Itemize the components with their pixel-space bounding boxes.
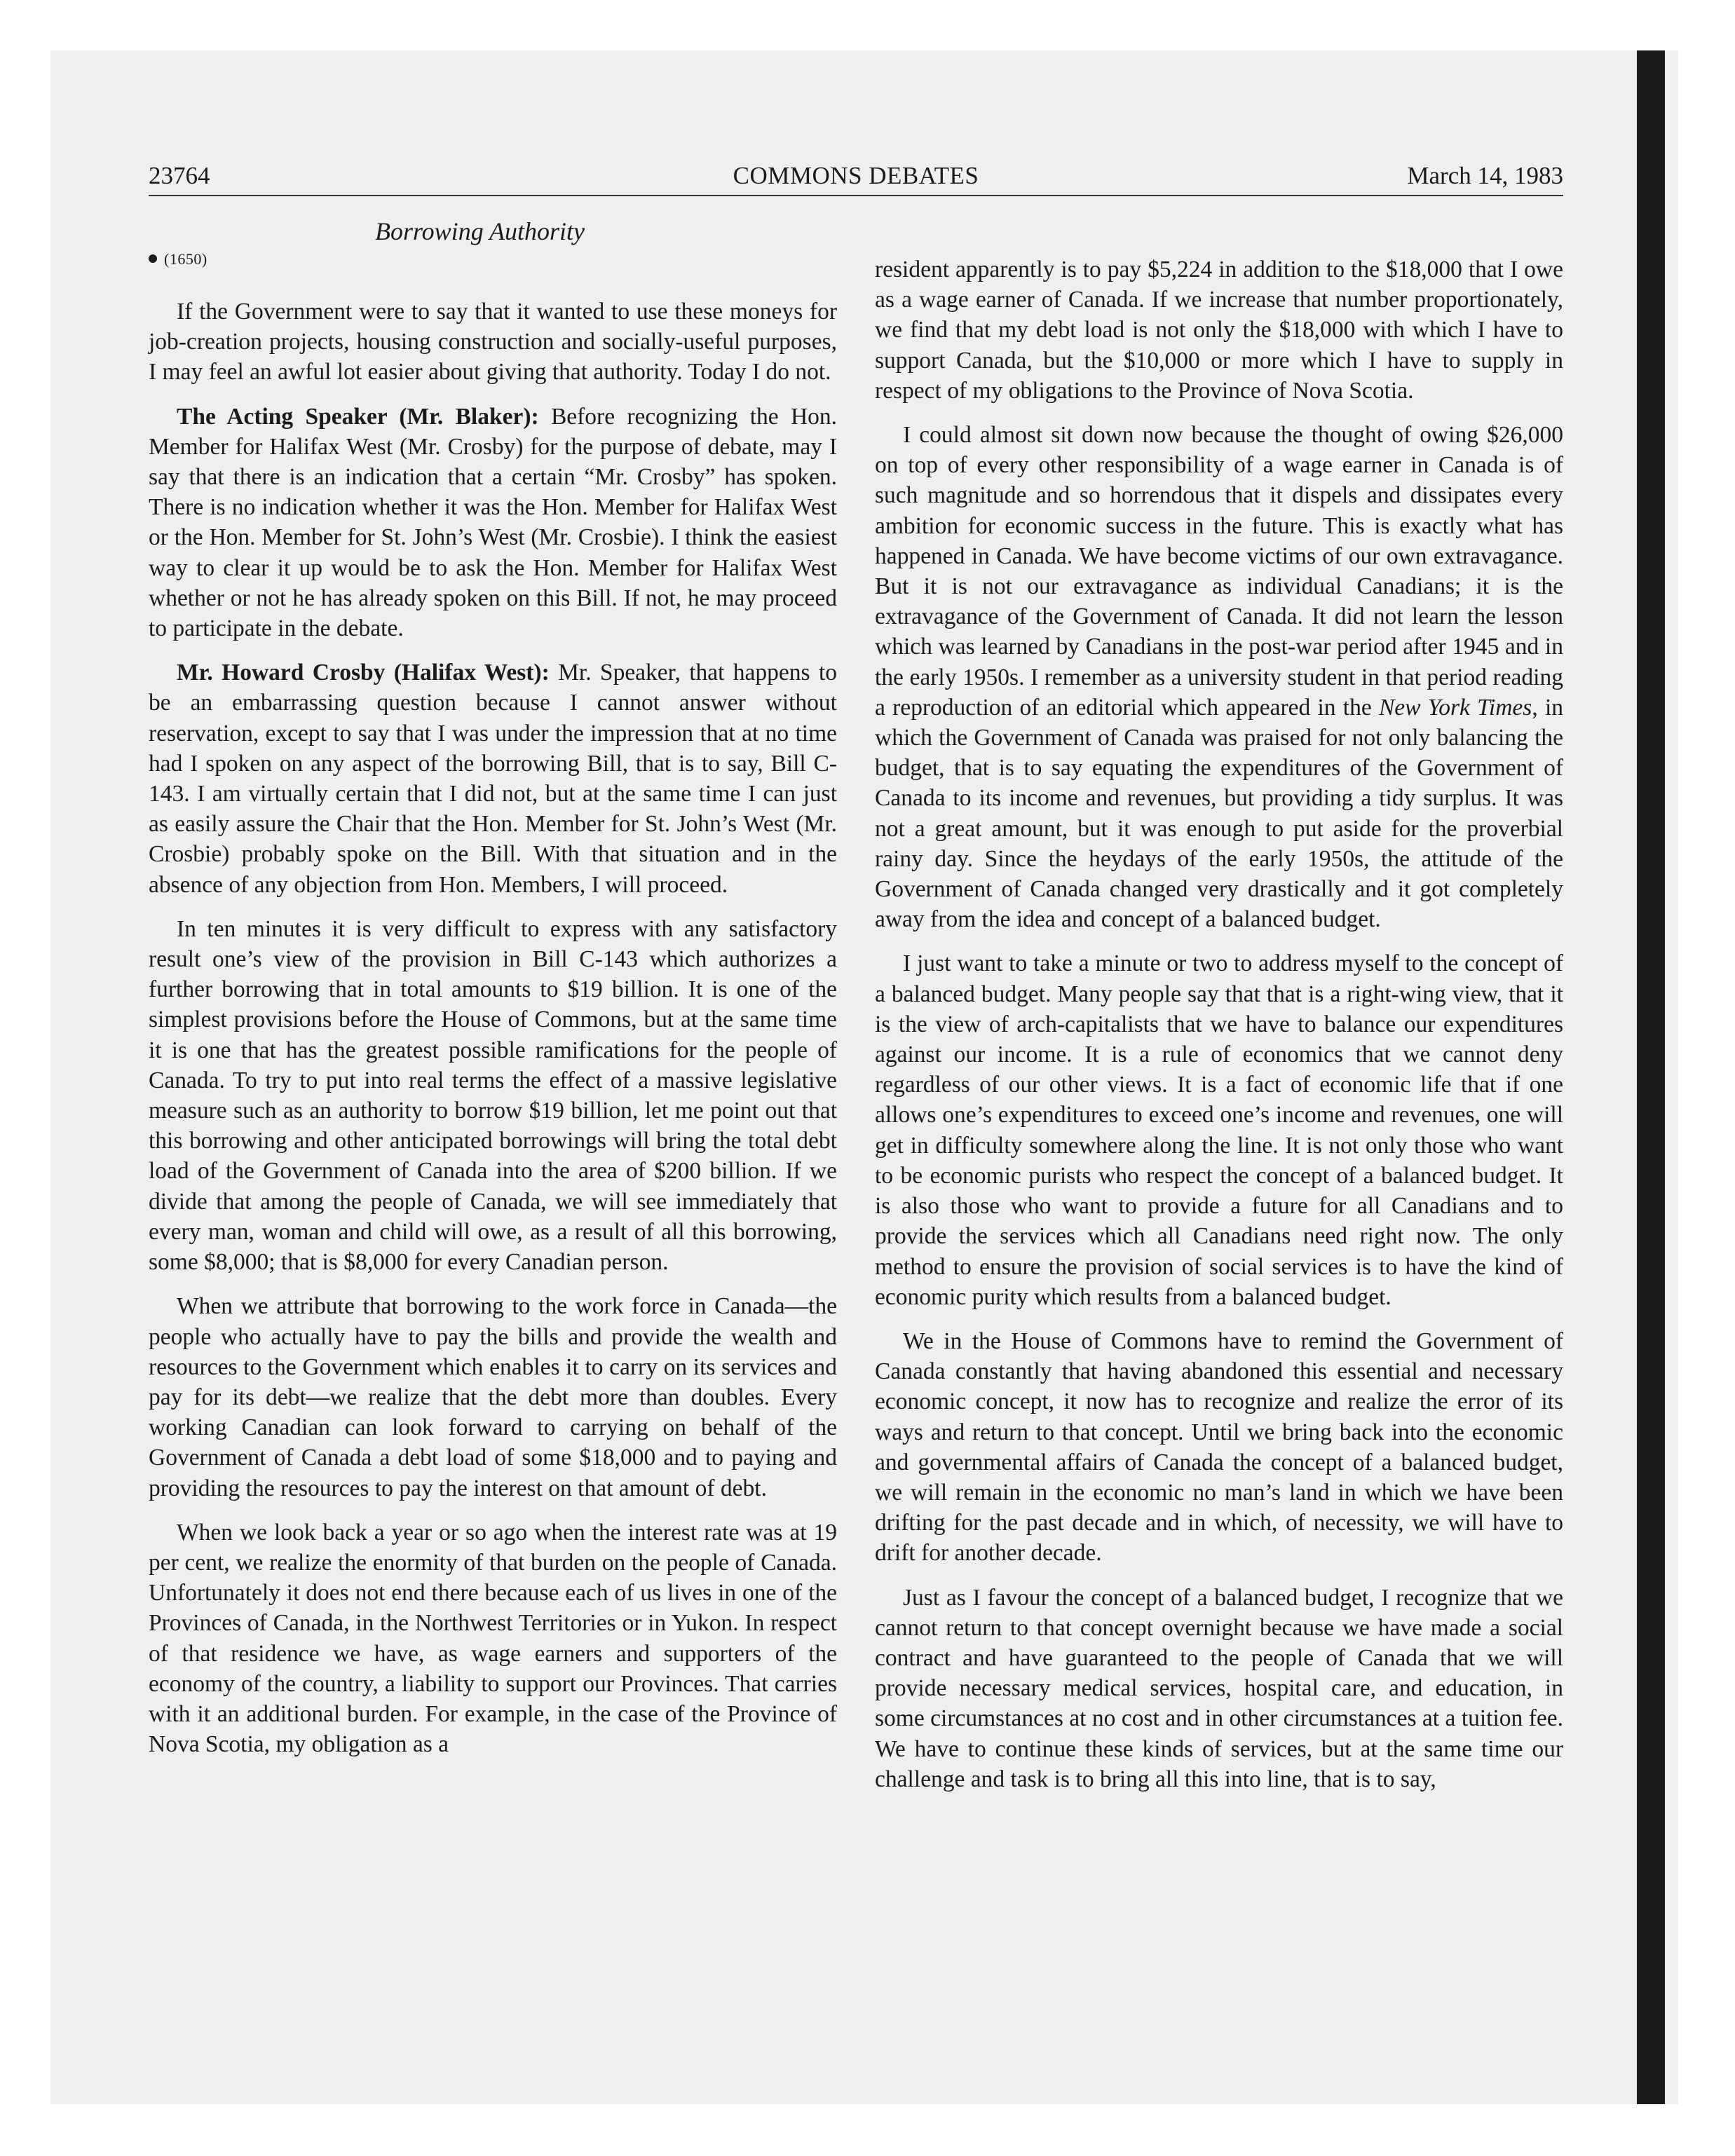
newspaper-title: New York Times	[1378, 694, 1532, 721]
bullet-dot-icon	[149, 254, 157, 263]
paragraph-text: I could almost sit down now because the thought of owing $26,000 on top of every other responsibility of a wage earner in Canada is of such magnitude and so horrendous that it dispels and dissipates every ambition for economic success in the future. This is exactly what has happened in Canada. We have become victims of our own extravagance. But it is not our extravagance as individual Canadians; it is the extravagance of the Government of Canada. It did not learn the lesson which was learned by Canadians in the post-war period after 1945 and in the early 1950s. I remember as a university student in that period reading a reproduction of an editorial which appeared in the	[875, 422, 1563, 721]
time-marker	[149, 249, 837, 270]
scan-binding-edge	[1637, 50, 1665, 2104]
paragraph: If the Government were to say that it wanted to use these moneys for job-creation projects, housing construction and socially-useful purposes, I may feel an awful lot easier about giving that authority. Today I do not.	[149, 299, 837, 386]
paragraph-text: Before recognizing the Hon. Member for Halifax West (Mr. Crosby) for the purpose of debate, may I say that there is an indication that a certain “Mr. Crosby” has spoken. There is no indication whether it was the Hon. Member for Halifax West or the Hon. Member for St. John’s West (Mr. Crosbie). I think the easiest way to clear it up would be to ask the Hon. Member for Halifax West whether or not he has already spoken on this Bill. If not, he may proceed to participate in the debate.	[149, 403, 838, 642]
left-column	[149, 249, 837, 1773]
paragraph: Just as I favour the concept of a balanced budget, I recognize that we cannot return to that concept overnight because we have made a social contract and have guaranteed to the people of Canada that we will provide necessary medical services, hospital care, and education, in some circumstances at no cost and in other circumstances at a tuition fee. We have to continue these kinds of services, but at the same time our challenge and task is to bring all this into line, that is to say,	[875, 1584, 1563, 1792]
header-rule	[149, 195, 1563, 196]
subject-heading: Borrowing Authority	[375, 217, 585, 245]
paragraph: I just want to take a minute or two to address myself to the concept of a balanced budget. Many people say that that is a right-wing view, that it is the view of arch-capitalists that we have to balance our expenditures against our income. It is a rule of economics that we cannot deny regardless of our other views. It is a fact of economic life that if one allows one’s expenditures to exceed one’s income and revenues, one will get in difficulty somewhere along the line. It is not only those who want to be economic purists who respect the concept of a balanced budget. It is also those who want to provide a future for all Canadians and to provide the services which all Canadians need right now. The only method to ensure the provision of social services is to have the kind of economic purity which results from a balanced budget.	[875, 950, 1563, 1310]
paragraph: When we attribute that borrowing to the work force in Canada—the people who actually have to pay the bills and provide the wealth and resources to the Government which enables it to carry on its services and pay for its debt—we realize that the debt more than doubles. Every working Canadian can look forward to carrying on behalf of the Government of Canada a debt load of some $18,000 and to paying and providing the resources to pay the interest on that amount of debt.	[149, 1293, 837, 1501]
paragraph: In ten minutes it is very difficult to express with any satisfactory result one’s view of the provision in Bill C-143 which authorizes a further borrowing that in total amounts to $19 billion. It is one of the simplest provisions before the House of Commons, but at the same time it is one that has the greatest possible ramifications for the people of Canada. To try to put into real terms the effect of a massive legislative measure such as an authority to borrow $19 billion, let me point out that this borrowing and other anticipated borrowings will bring the total debt load of the Government of Canada into the area of $200 billion. If we divide that among the people of Canada, we will see immediately that every man, woman and child will owe, as a result of all this borrowing, some $8,000; that is $8,000 for every Canadian person.	[149, 915, 837, 1276]
paragraph: When we look back a year or so ago when the interest rate was at 19 per cent, we realize the enormity of that burden on the people of Canada. Unfortunately it does not end there because each of us lives in one of the Provinces of Canada, in the Northwest Territories or in Yukon. In respect of that residence we have, as wage earners and supporters of the economy of the country, a liability to support our Provinces. That carries with it an additional burden. For example, in the case of the Province of Nova Scotia, my obligation as a	[149, 1519, 837, 1758]
paragraph: resident apparently is to pay $5,224 in addition to the $18,000 that I owe as a wage earner of Canada. If we increase that number proportionately, we find that my debt load is not only the $18,000 with which I have to support Canada, but the $10,000 or more which I have to supply in respect of my obligations to the Province of Nova Scotia.	[875, 257, 1563, 404]
paragraph	[875, 420, 1563, 934]
speaker-name: Mr. Howard Crosby (Halifax West):	[177, 660, 550, 686]
paragraph-text: Mr. Speaker, that happens to be an embarrassing question because I cannot answer without reservation, except to say that I was under the impression that at no time had I spoken on any aspect of the borrowing Bill, that is to say, Bill C-143. I am virtually certain that I did not, but at the same time I can just as easily assure the Chair that the Hon. Member for St. John’s West (Mr. Crosbie) probably spoke on the Bill. With that situation and in the absence of any objection from Hon. Members, I will proceed.	[149, 660, 837, 898]
speaker-name: The Acting Speaker (Mr. Blaker):	[177, 403, 539, 430]
paragraph: We in the House of Commons have to remind the Government of Canada constantly that having abandoned this essential and necessary economic concept, it now has to recognize and realize the error of its ways and return to that concept. Until we bring back into the economic and governmental affairs of Canada the concept of a balanced budget, we will remain in the economic no man’s land in which we have been drifting for the past decade and in which, of necessity, we will have to drift for another decade.	[875, 1328, 1563, 1567]
publication-date: March 14, 1983	[1407, 162, 1563, 189]
paragraph-text: , in which the Government of Canada was praised for not only balancing the budget, that is to say equating the expenditures of the Government of Canada to its income and revenues, but providing a tidy surplus. It was not a great amount, but it was enough to put aside for the proverbial rainy day. Since the heydays of the early 1950s, the attitude of the Government of Canada changed very drastically and it got completely away from the idea and concept of a balanced budget.	[875, 694, 1563, 933]
publication-title: COMMONS DEBATES	[733, 162, 979, 189]
paragraph	[149, 657, 837, 900]
page-number: 23764	[149, 162, 210, 189]
paragraph	[149, 402, 837, 644]
time-marker-text: (1650)	[164, 250, 207, 268]
right-column	[875, 254, 1563, 1808]
page-header	[149, 158, 1563, 193]
